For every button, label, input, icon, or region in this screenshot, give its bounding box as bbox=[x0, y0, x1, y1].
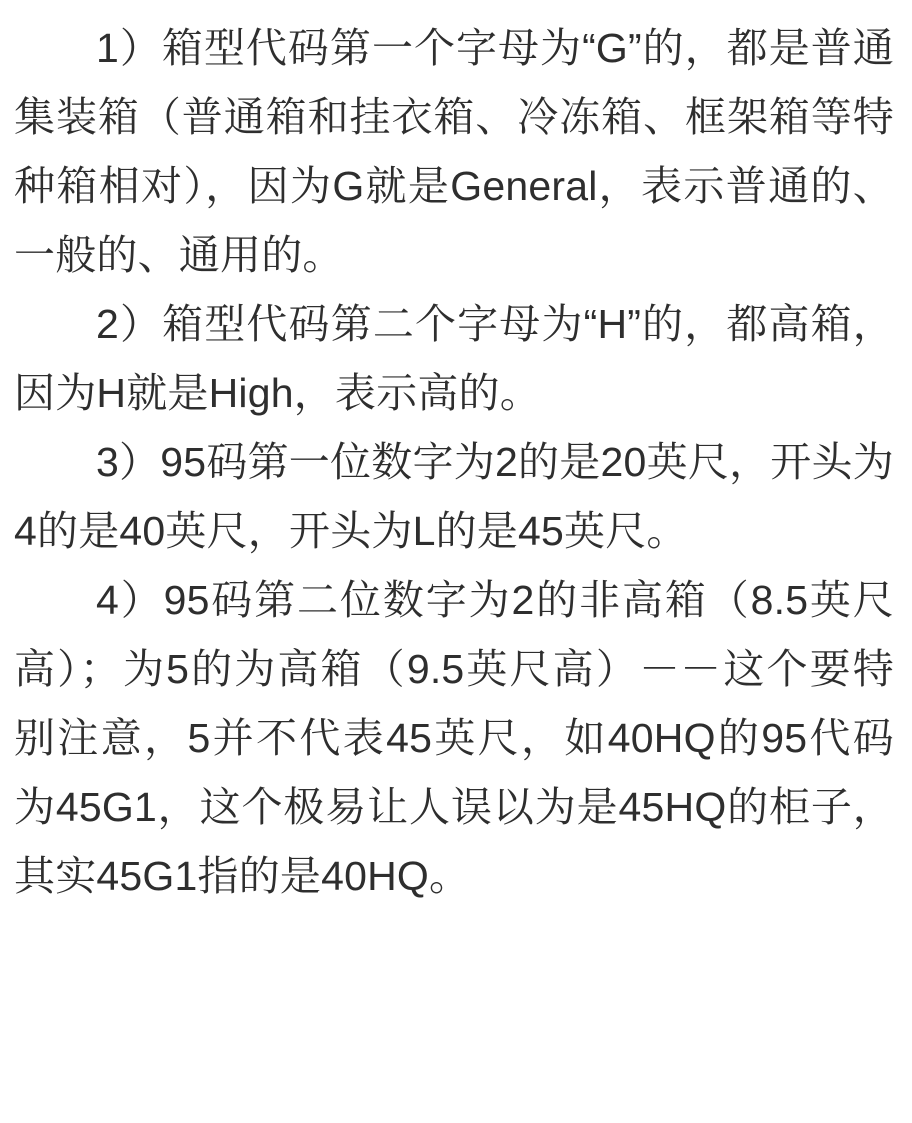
paragraph-1: 1）箱型代码第一个字母为“G”的，都是普通集装箱（普通箱和挂衣箱、冷冻箱、框架箱等特种箱相对），因为G就是General，表示普通的、一般的、通用的。 bbox=[14, 25, 894, 278]
paragraph-3: 3）95码第一位数字为2的是20英尺，开头为4的是40英尺，开头为L的是45英尺。 bbox=[14, 439, 894, 554]
paragraph-2: 2）箱型代码第二个字母为“H”的，都高箱，因为H就是High，表示高的。 bbox=[14, 301, 894, 416]
paragraph-4: 4）95码第二位数字为2的非高箱（8.5英尺高）；为5的为高箱（9.5英尺高）－－这个要特别注意，5并不代表45英尺，如40HQ的95代码为45G1，这个极易让人误以为是45HQ的柜子，其实45G1指的是40HQ。 bbox=[14, 577, 894, 899]
